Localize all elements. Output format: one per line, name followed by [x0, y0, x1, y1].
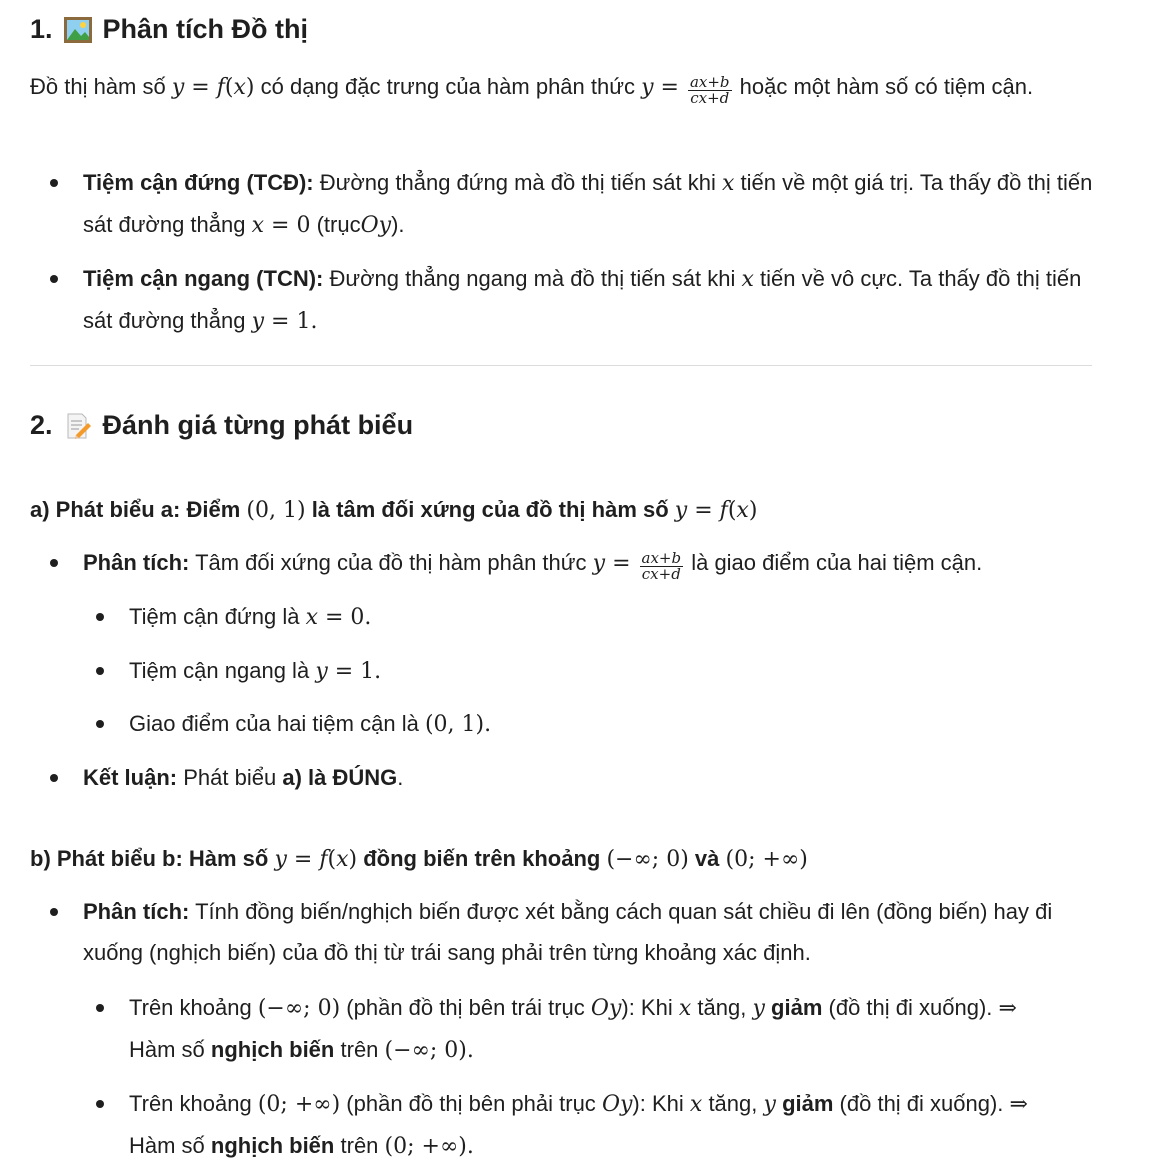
- fraction-ax-b-cx-d: $\frac{ax+b}{cx+d}$: [641, 549, 682, 583]
- bullet-text: trên: [340, 1133, 379, 1158]
- bullet-text: (trục: [316, 212, 361, 237]
- bullet-text: Tiệm cận đứng là: [129, 604, 300, 629]
- bullet-text: Hàm số: [129, 1133, 205, 1158]
- bullet-text: tăng,: [708, 1091, 758, 1116]
- heading-text: a) Phát biểu a: Điểm: [30, 497, 241, 522]
- sub-bullet: Giao điểm của hai tiệm cận là (0, 1).: [129, 703, 491, 745]
- heading-text: b) Phát biểu b: Hàm số: [30, 846, 269, 871]
- bullet-dot: [50, 908, 58, 916]
- bullet-text: Trên khoảng: [129, 1091, 252, 1116]
- bullet-text: Tiệm cận ngang là: [129, 658, 310, 683]
- intro-text-c: hoặc một hàm số có tiệm cận.: [739, 74, 1034, 99]
- memo-pencil-icon: [63, 411, 93, 441]
- bullet-horizontal-asymptote: Tiệm cận ngang (TCN): Đường thẳng ngang mà đồ thị tiến sát khi x tiến về vô cực. Ta thấy đồ thị tiến sát đường thẳng y = 1.: [83, 258, 1093, 342]
- bullet-text: trên: [340, 1037, 379, 1062]
- heading-text: đồng biến trên khoảng: [363, 846, 601, 871]
- bullet-text: Tính đồng biến/nghịch biến được xét bằng cách quan sát chiều đi lên (đồng biến) hay đi xuống (nghịch biến) của đồ thị từ trái sang phải trên từng khoảng xác định.: [83, 899, 1053, 965]
- bullet-text: (đồ thị đi xuống).: [828, 995, 993, 1020]
- statement-a-analysis: Phân tích: Tâm đối xứng của đồ thị hàm phân thức y = $\frac{ax+b}{cx+d}$ là giao điểm của hai tiệm cận.: [83, 542, 1093, 584]
- bullet-dot: [96, 1100, 104, 1108]
- divider: [30, 365, 1092, 366]
- bold-text: giảm: [782, 1091, 834, 1116]
- bullet-label: Tiệm cận đứng (TCĐ):: [83, 170, 314, 195]
- bullet-text: tiến về một giá trị. Ta thấy đồ thị tiến sát đường thẳng: [83, 170, 1093, 237]
- statement-a-conclusion: Kết luận: Phát biểu a) là ĐÚNG.: [83, 757, 403, 798]
- bullet-dot: [96, 1004, 104, 1012]
- framed-picture-icon: [63, 15, 93, 45]
- heading-text: là tâm đối xứng của đồ thị hàm số: [311, 497, 669, 522]
- bullet-text: (phần đồ thị bên trái trục: [346, 995, 585, 1020]
- heading-text: và: [694, 846, 720, 871]
- bullet-label: Phân tích:: [83, 899, 190, 924]
- section-2-heading: [30, 410, 413, 441]
- statement-b-analysis: [83, 891, 1093, 973]
- bullet-dot: [96, 667, 104, 675]
- fraction-ax-b-cx-d: $\frac{ax+b}{cx+d}$: [689, 73, 730, 107]
- section-2-title: Đánh giá từng phát biểu: [102, 410, 414, 440]
- bullet-dot: [50, 179, 58, 187]
- bullet-text: Giao điểm của hai tiệm cận là: [129, 711, 419, 736]
- intro-text-b: có dạng đặc trưng của hàm phân thức: [260, 74, 635, 99]
- bold-text: giảm: [771, 995, 823, 1020]
- section-1-number: 1.: [30, 14, 53, 44]
- verdict: a) là ĐÚNG: [282, 765, 398, 790]
- statement-a-heading: a) Phát biểu a: Điểm (0, 1) là tâm đối xứng của đồ thị hàm số y = f(x): [30, 497, 758, 523]
- sub-bullet: Trên khoảng (0; +∞) (phần đồ thị bên phải trục Oy): Khi x tăng, y giảm (đồ thị đi xuống). ⇒ Hàm số nghịch biến trên (0; +∞).: [129, 1083, 1069, 1167]
- sub-bullet: Trên khoảng (−∞; 0) (phần đồ thị bên trái trục Oy): Khi x tăng, y giảm (đồ thị đi xuống). ⇒ Hàm số nghịch biến trên (−∞; 0).: [129, 987, 1069, 1071]
- bullet-dot: [50, 774, 58, 782]
- bullet-text: (đồ thị đi xuống).: [839, 1091, 1004, 1116]
- bullet-text: Tâm đối xứng của đồ thị hàm phân thức: [195, 550, 587, 575]
- bullet-dot: [50, 275, 58, 283]
- section-1-title: Phân tích Đồ thị: [102, 14, 309, 44]
- bullet-text: ): Khi: [632, 1091, 684, 1116]
- bold-text: nghịch biến: [210, 1133, 335, 1158]
- intro-text-a: Đồ thị hàm số: [30, 74, 166, 99]
- bullet-dot: [96, 720, 104, 728]
- bullet-text: là giao điểm của hai tiệm cận.: [691, 550, 983, 575]
- bullet-label: Kết luận:: [83, 765, 178, 790]
- section-1-intro: Đồ thị hàm số y = f(x) có dạng đặc trưng của hàm phân thức y = $\frac{ax+b}{cx+d}$ hoặc một hàm số có tiệm cận.: [30, 73, 1034, 107]
- bullet-label: Phân tích:: [83, 550, 190, 575]
- bullet-text: tiến về vô cực. Ta thấy đồ thị tiến sát đường thẳng: [83, 266, 1082, 333]
- math-y-fx: y: [171, 75, 185, 100]
- bold-text: nghịch biến: [210, 1037, 335, 1062]
- bullet-text: (phần đồ thị bên phải trục: [346, 1091, 596, 1116]
- bullet-text: ).: [391, 212, 405, 237]
- sub-bullet: Tiệm cận ngang là y = 1.: [129, 650, 381, 692]
- bullet-dot: [50, 559, 58, 567]
- bullet-dot: [96, 613, 104, 621]
- bullet-text: Trên khoảng: [129, 995, 252, 1020]
- bullet-vertical-asymptote: Tiệm cận đứng (TCĐ): Đường thẳng đứng mà đồ thị tiến sát khi x tiến về một giá trị. Ta thấy đồ thị tiến sát đường thẳng x = 0 (trụcOy).: [83, 162, 1093, 246]
- bullet-text: ): Khi: [621, 995, 673, 1020]
- section-1-heading: [30, 14, 308, 45]
- bullet-text: Hàm số: [129, 1037, 205, 1062]
- sub-bullet: Tiệm cận đứng là x = 0.: [129, 596, 371, 638]
- bullet-label: Tiệm cận ngang (TCN):: [83, 266, 324, 291]
- bullet-text: tăng,: [697, 995, 747, 1020]
- bullet-text: Đường thẳng đứng mà đồ thị tiến sát khi: [319, 170, 716, 195]
- bullet-text: Đường thẳng ngang mà đồ thị tiến sát khi: [329, 266, 736, 291]
- bullet-text: Phát biểu: [183, 765, 277, 790]
- statement-b-heading: b) Phát biểu b: Hàm số y = f(x) đồng biến trên khoảng (−∞; 0) và (0; +∞): [30, 846, 808, 872]
- section-2-number: 2.: [30, 410, 53, 440]
